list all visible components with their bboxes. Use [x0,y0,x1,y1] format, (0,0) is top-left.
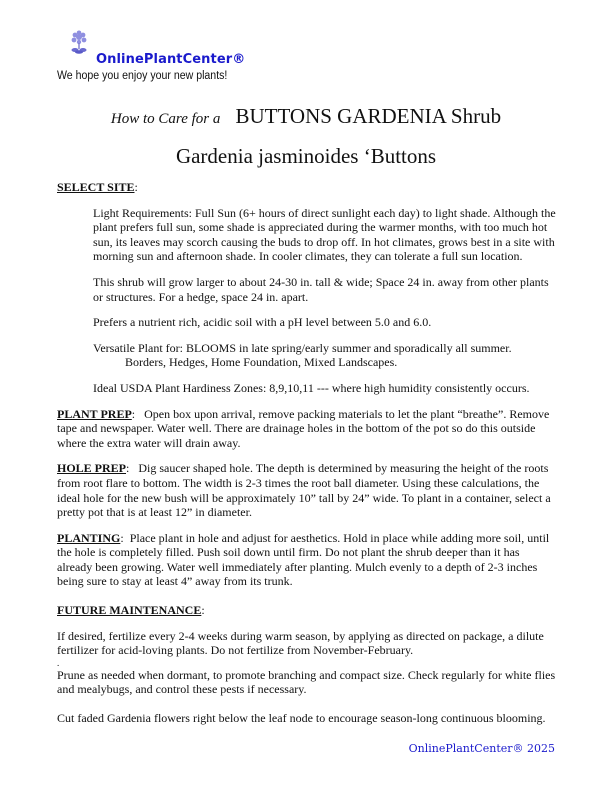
footer-copyright: OnlinePlantCenter® 2025 [408,742,555,755]
prune-text: Prune as needed when dormant, to promote branching and compact size. Check regularly for white flies and mealybugs, and control these pests if necessary. [57,667,556,697]
versatile-uses: Borders, Hedges, Home Foundation, Mixed Landscapes. [125,355,398,370]
page-title [0,104,612,129]
hole-prep-section: HOLE PREP: Dig saucer shaped hole. The depth is determined by measuring the height of the roots from root flare to bottom. The width is 2-3 times the root ball diameter. Using these calculations, the ideal hole for the new bush will be approximately 10” tall by 24” wide. To plant in a container, select a pretty pot that is at least 12” in diameter. [57,461,551,520]
separator-dot: . [57,657,60,668]
light-requirements: Light Requirements: Full Sun (6+ hours of direct sunlight each day) to light shade. Although the plant prefers full sun, some shade is appreciated during the warmer months, with too much hot sun, its leaves may scorch causing the buds to drop off. In hot climates, grows best in a site with morning sun and afternoon shade. In cooler climates, they can tolerate a full sun location. [93,205,556,264]
botanical-name: Gardenia jasminoides ‘Buttons [175,144,437,168]
versatile-plant: Versatile Plant for: BLOOMS in late spring/early summer and sporadically all summer. [93,340,512,355]
fertilize-text: If desired, fertilize every 2-4 weeks during warm season, by applying as directed on package, a dilute fertilizer for acid-loving plants. Do not fertilize from November-February. [57,628,544,658]
soil-requirements: Prefers a nutrient rich, acidic soil with a pH level between 5.0 and 6.0. [93,315,432,330]
deadhead-text: Cut faded Gardenia flowers right below the leaf node to encourage season-long continuous blooming. [57,711,546,726]
flower-logo-icon [67,30,91,56]
planting-heading: PLANTING [57,530,121,545]
title-main: BUTTONS GARDENIA Shrub [235,104,502,128]
planting-section: PLANTING: Place plant in hole and adjust for aesthetics. Hold in place while adding more soil, until the hole is completely filled. Push soil down until firm. Do not plant the shrub deeper than it has already been growing. Water well immediately after planting. Mulch evenly to a depth of 2-3 inches being sure to stay at least 4” away from its trunk. [57,530,550,589]
tagline: We hope you enjoy your new plants! [57,70,228,82]
title-prefix: How to Care for a [110,111,221,127]
brand-name: OnlinePlantCenter® [96,52,246,67]
plant-size: This shrub will grow larger to about 24-30 in. tall & wide; Space 24 in. away from other plants or structures. For a hedge, space 24 in. apart. [93,274,549,304]
care-instructions [57,180,557,726]
plant-prep-section: PLANT PREP: Open box upon arrival, remove packing materials to let the plant “breathe”. Remove tape and newspaper. Water well. There are drainage holes in the bottom of the pot so do this outside where the extra water will drain away. [57,406,550,450]
select-site-heading: SELECT SITE: [57,180,138,194]
future-maintenance-heading: FUTURE MAINTENANCE: [57,603,205,618]
hole-prep-heading: HOLE PREP [57,461,127,476]
hardiness-zones: Ideal USDA Plant Hardiness Zones: 8,9,10,11 --- where high humidity consistently occurs. [93,380,530,395]
plant-prep-heading: PLANT PREP [57,406,132,421]
